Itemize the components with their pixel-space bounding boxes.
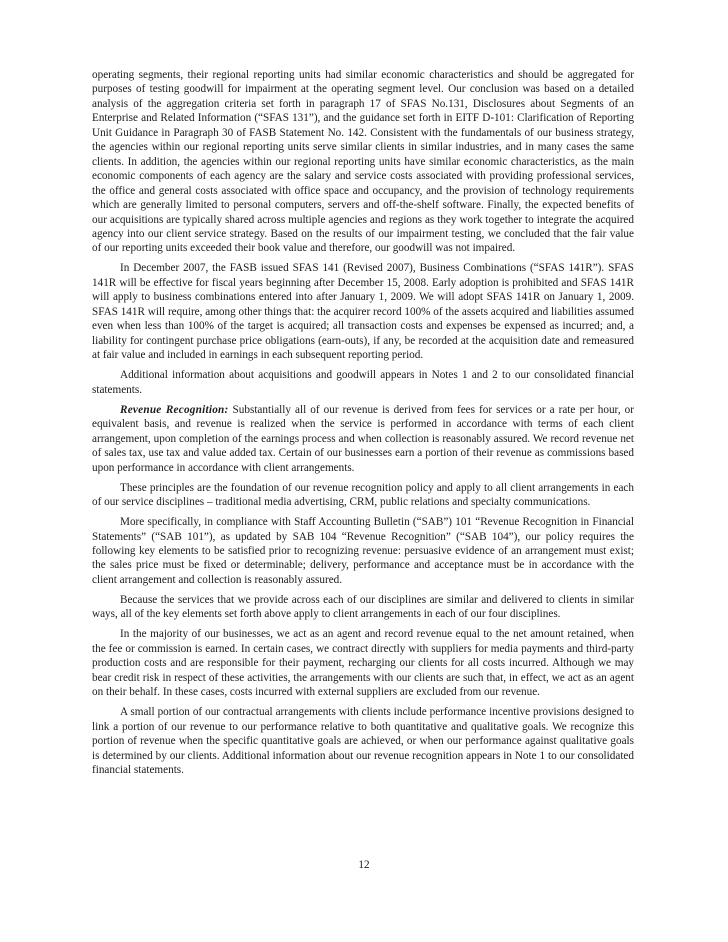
paragraph-disciplines: Because the services that we provide across each of our disciplines are similar and delivered to clients in similar ways, all of the key elements set forth above apply to client arrangements in each of our four disciplines.: [92, 593, 634, 621]
paragraph-incentive-provisions: A small portion of our contractual arrangements with clients include performance incentive provisions designed to link a portion of our revenue to our performance relative to both quantitative and qualitative goals. We recognize this portion of revenue when the specific quantitative goals are achieved, or when our performance against qualitative goals is determined by our clients. Additional information about our revenue recognition appears in Note 1 to our consolidated financial statements.: [92, 706, 634, 777]
paragraph-revenue-recognition: [92, 403, 634, 475]
document-body: [92, 68, 634, 783]
paragraph-sfas-141r: In December 2007, the FASB issued SFAS 141 (Revised 2007), Business Combinations (“SFAS 141R”). SFAS 141R will be effective for fiscal years beginning after December 15, 2008. Early adoption is prohibited and SFAS 141R will apply to business combinations entered into after January 1, 2009. We will adopt SFAS 141R on January 1, 2009. SFAS 141R will require, among other things that: the acquirer record 100% of the assets acquired and liabilities assumed even when less than 100% of the target is acquired; all transaction costs and expenses be expensed as incurred; and, a liability for contingent purchase price obligations (earn-outs), if any, be recorded at the acquisition date and remeasured at fair value and included in earnings in each subsequent reporting period.: [92, 262, 634, 362]
revenue-recognition-heading: Revenue Recognition:: [120, 403, 229, 416]
paragraph-acquisitions-notes: Additional information about acquisitions and goodwill appears in Notes 1 and 2 to our consolidated financial statements.: [92, 369, 634, 396]
paragraph-sab-101: More specifically, in compliance with Staff Accounting Bulletin (“SAB”) 101 “Revenue Recognition in Financial Statements” (“SAB 101”), as updated by SAB 104 “Revenue Recognition” (“SAB 104”), our policy requires the following key elements to be satisfied prior to recognizing revenue: persuasive evidence of an arrangement must exist; the sales price must be fixed or determinable; delivery, performance and acceptance must be in accordance with the client arrangement and collection is reasonably assured.: [92, 516, 634, 586]
paragraph-agent-revenue: In the majority of our businesses, we act as an agent and record revenue equal to the net amount retained, when the fee or commission is earned. In certain cases, we contract directly with suppliers for media payments and third-party production costs and are responsible for their payment, recharging our clients for all costs incurred. Although we may bear credit risk in respect of these activities, the arrangements with our clients are such that, in effect, we act as an agent on their behalf. In these cases, costs incurred with external suppliers are excluded from our revenue.: [92, 628, 634, 699]
page-number: 12: [358, 859, 370, 871]
paragraph-principles: These principles are the foundation of our revenue recognition policy and apply to all client arrangements in each of our service disciplines – traditional media advertising, CRM, public relations and specialty communications.: [92, 481, 634, 509]
paragraph-goodwill-segments: operating segments, their regional reporting units had similar economic characteristics and should be aggregated for purposes of testing goodwill for impairment at the operating segment level. Our conclusion was based on a detailed analysis of the aggregation criteria set forth in paragraph 17 of SFAS No.131, Disclosures about Segments of an Enterprise and Related Information (“SFAS 131”), and the guidance set forth in EITF D-101: Clarification of Reporting Unit Guidance in Paragraph 30 of FASB Statement No. 142. Consistent with the fundamentals of our business strategy, the agencies within our regional reporting units serve similar clients in similar industries, and in many cases the same clients. In addition, the agencies within our regional reporting units have similar economic characteristics, as the main economic components of each agency are the salary and service costs associated with providing professional services, the office and general costs associated with office space and occupancy, and the provision of technology requirements which are generally limited to personal computers, servers and off-the-shelf software. Finally, the expected benefits of our acquisitions are typically shared across multiple agencies and regions as they work together to integrate the acquired agency into our client service strategy. Based on the results of our impairment testing, we concluded that the fair value of our reporting units exceeded their book value and therefore, our goodwill was not impaired.: [92, 69, 634, 255]
revenue-recognition-text: Substantially all of our revenue is derived from fees for services or a rate per hour, or equivalent basis, and revenue is realized when the service is performed in accordance with terms of each client arrangement, upon completion of the earnings process and when collection is reasonably assured. We record revenue net of sales tax, use tax and value added tax. Certain of our businesses earn a portion of their revenue as commissions based upon performance in accordance with client arrangements.: [92, 403, 635, 474]
